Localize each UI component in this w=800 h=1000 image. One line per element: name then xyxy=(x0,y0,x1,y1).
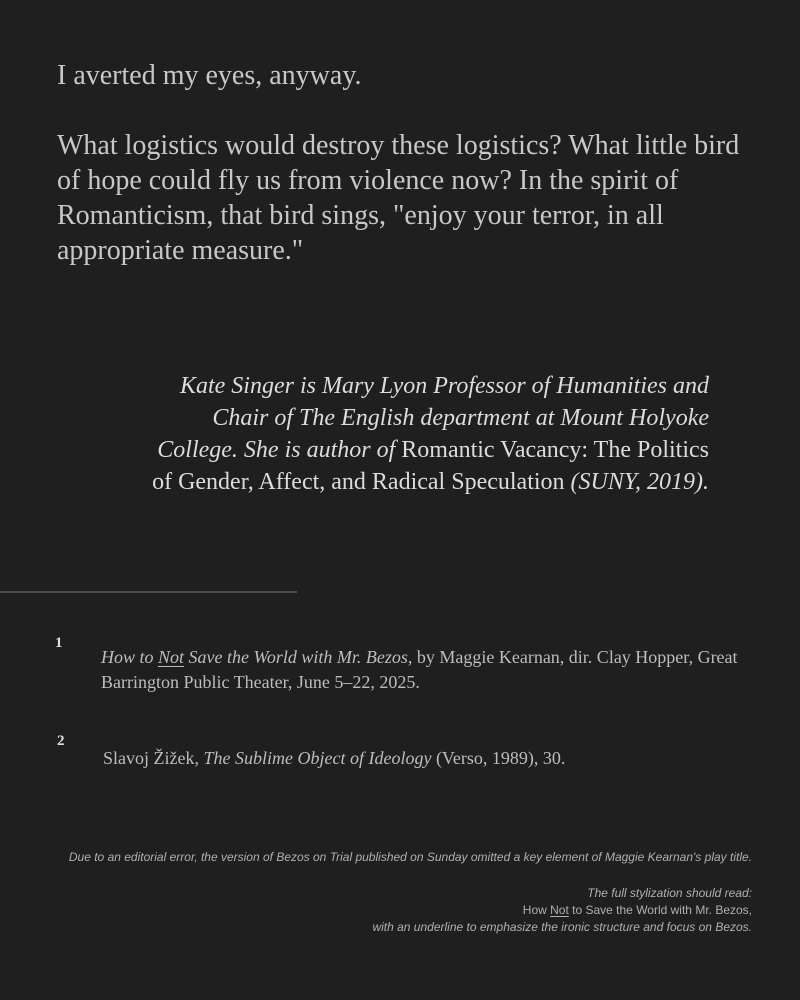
footnote-divider xyxy=(0,591,297,593)
article-body xyxy=(57,58,757,268)
correction-details: The full stylization should read: How Not to Save the World with Mr. Bezos, with an underline to emphasize the ironic structure and focus on Bezos. xyxy=(372,886,752,934)
body-paragraph: What logistics would destroy these logistics? What little bird of hope could fly us from violence now? In the spirit of Romanticism, that bird sings, "enjoy your terror, in all appropriate measure." xyxy=(57,130,740,266)
bio-intro: Kate Singer is Mary Lyon Professor of Humanities and Chair of The English department at Mount Holyoke College. She is author of xyxy=(157,373,709,463)
footnote-number: 1 xyxy=(55,635,63,651)
correction-note: Due to an editorial error, the version of Bezos on Trial published on Sunday omitted a key element of Maggie Kearnan's play title. xyxy=(68,850,752,864)
footnote-text: How to Not Save the World with Mr. Bezos, by Maggie Kearnan, dir. Clay Hopper, Great Barrington Public Theater, June 5–22, 2025. xyxy=(101,647,738,692)
footnote-title: The Sublime Object of Ideology xyxy=(203,748,432,768)
footnote-text: Slavoj Žižek, The Sublime Object of Ideology (Verso, 1989), 30. xyxy=(103,748,566,768)
footnote-title: How to Not Save the World with Mr. Bezos xyxy=(101,647,408,667)
underlined-word: Not xyxy=(550,903,569,917)
underlined-word: Not xyxy=(158,647,185,667)
footnote-number: 2 xyxy=(57,733,65,749)
bio-publisher: (SUNY, 2019). xyxy=(570,469,709,495)
author-bio xyxy=(149,370,709,498)
body-paragraph: I averted my eyes, anyway. xyxy=(57,60,362,91)
bio-book-title: Romantic Vacancy: The Politics of Gender, Affect, and Radical Speculation xyxy=(152,437,709,495)
